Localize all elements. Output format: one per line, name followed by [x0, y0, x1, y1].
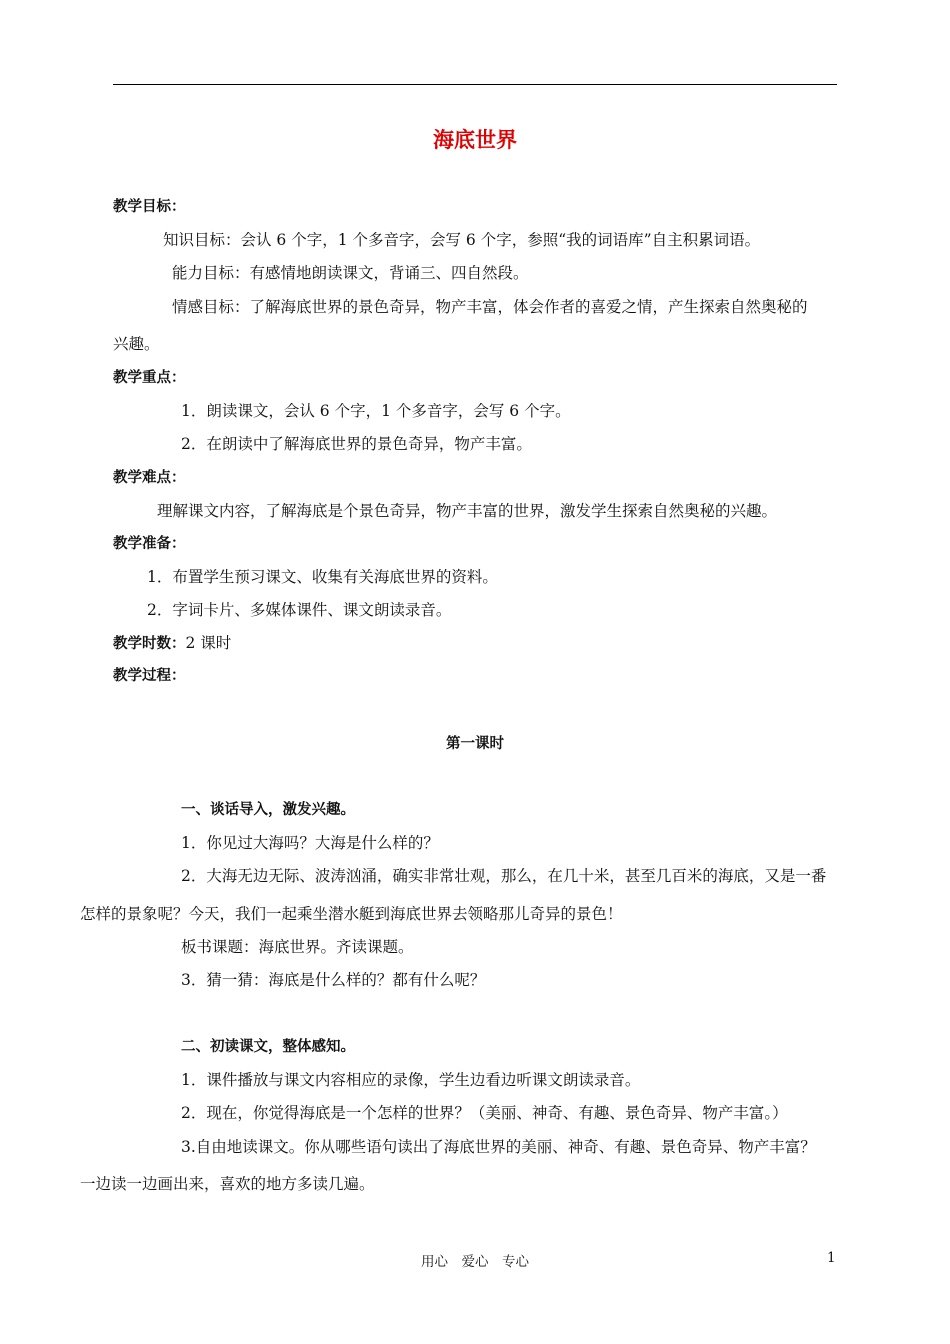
- header-rule: [113, 84, 837, 85]
- preparation-item: 2．字词卡片、多媒体课件、课文朗读录音。: [147, 601, 452, 619]
- emotion-goal-line2: 兴趣。: [113, 335, 160, 353]
- process-heading: 教学过程：: [113, 668, 186, 684]
- part1-item2-line2: 怎样的景象呢？今天，我们一起乘坐潜水艇到海底世界去领略那儿奇异的景色！: [80, 905, 623, 923]
- ability-goal: 能力目标：有感情地朗读课文，背诵三、四自然段。: [172, 264, 529, 282]
- hours-label: 教学时数：: [113, 636, 186, 652]
- key-points-heading: 教学重点：: [113, 370, 186, 386]
- part1-item3: 3．猜一猜：海底是什么样的？都有什么呢？: [181, 971, 486, 989]
- document-title: 海底世界: [433, 128, 517, 152]
- key-point-item: 1．朗读课文，会认 6 个字，1 个多音字，会写 6 个字。: [181, 402, 571, 420]
- preparation-item: 1．布置学生预习课文、收集有关海底世界的资料。: [147, 568, 498, 586]
- part1-board-note: 板书课题：海底世界。齐读课题。: [181, 938, 414, 956]
- knowledge-goal: 知识目标：会认 6 个字，1 个多音字，会写 6 个字，参照“我的词语库”自主积累词语。: [163, 231, 761, 249]
- part1-item1: 1．你见过大海吗？大海是什么样的？: [181, 834, 439, 852]
- part2-item3-line2: 一边读一边画出来，喜欢的地方多读几遍。: [80, 1175, 375, 1193]
- footer-motto: 用心 爱心 专心: [421, 1254, 529, 1270]
- part1-item2-line1: 2．大海无边无际、波涛汹涌，确实非常壮观，那么，在几十米，甚至几百米的海底，又是一番: [181, 867, 827, 885]
- part2-heading: 二、初读课文，整体感知。: [181, 1039, 355, 1055]
- lesson-heading: 第一课时: [446, 736, 504, 752]
- part1-heading: 一、谈话导入，激发兴趣。: [181, 802, 355, 818]
- hours-value: 2 课时: [185, 634, 232, 652]
- difficulties-heading: 教学难点：: [113, 470, 186, 486]
- hours-line: [113, 633, 231, 654]
- emotion-goal-line1: 情感目标：了解海底世界的景色奇异，物产丰富，体会作者的喜爱之情，产生探索自然奥秘的: [172, 298, 808, 316]
- part2-item3-line1: 3.自由地读课文。你从哪些语句读出了海底世界的美丽、神奇、有趣、景色奇异、物产丰富？: [181, 1138, 816, 1156]
- page-number: 1: [827, 1250, 836, 1266]
- difficulties-text: 理解课文内容，了解海底是个景色奇异，物产丰富的世界，激发学生探索自然奥秘的兴趣。: [157, 502, 778, 520]
- preparation-heading: 教学准备：: [113, 536, 186, 552]
- goals-heading: 教学目标：: [113, 199, 186, 215]
- part2-item2: 2．现在，你觉得海底是一个怎样的世界？（美丽、神奇、有趣、景色奇异、物产丰富。）: [181, 1104, 788, 1122]
- part2-item1: 1．课件播放与课文内容相应的录像，学生边看边听课文朗读录音。: [181, 1071, 641, 1089]
- key-point-item: 2．在朗读中了解海底世界的景色奇异，物产丰富。: [181, 435, 532, 453]
